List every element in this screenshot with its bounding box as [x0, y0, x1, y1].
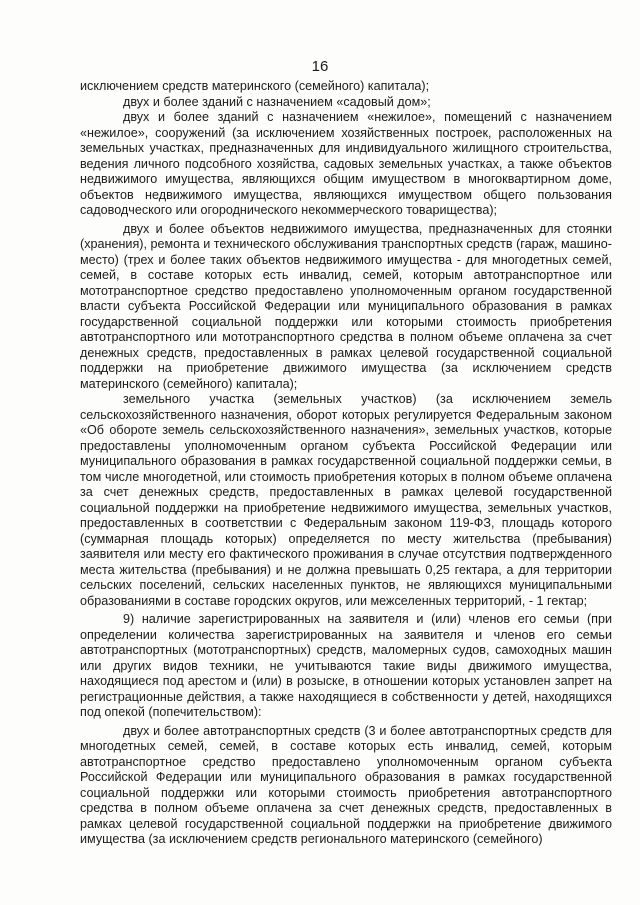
- paragraph-vehicles: двух и более автотранспортных средств (3 и более автотранспортных средств для многодетных семей, семей, в составе которых есть инвалид, семей, которым автотранспортное средство предоставлено уполномоченным органом субъекта Российской Федерации или муниципального образования в рамках государственной социальной поддержки или которыми стоимость приобретения автотранспортного средства в полном объеме оплачена за счет денежных средств, предоставленных в рамках целевой государственной социальной поддержки на приобретение движимого имущества (за исключением средств регионального материнского (семейного): [80, 723, 612, 846]
- paragraph-continuation: исключением средств материнского (семейного) капитала);: [80, 79, 430, 93]
- paragraph-parking-objects: двух и более объектов недвижимого имущества, предназначенных для стоянки (хранения), ремонта и технического обслуживания транспортных средств (гараж, машино-место) (трех и более таких объектов недвижимого имущества - для многодетных семей, семей, в составе которых есть инвалид, семей, которым автотранспортное или мототранспортное средство предоставлено уполномоченным органом государственной власти субъекта Российской Федерации или муниципального образования в рамках государственной социальной поддержки или которыми стоимость приобретения автотранспортного или мототранспортного средства в полном объеме оплачена за счет денежных средств, предоставленных в рамках целевой государственной социальной поддержки на приобретение движимого имущества (за исключением средств материнского (семейного) капитала);: [80, 221, 612, 391]
- document-body: [80, 79, 612, 848]
- paragraph-land-plots: земельного участка (земельных участков) (за исключением земель сельскохозяйственного назначения, оборот которых регулируется Федеральным законом «Об обороте земель сельскохозяйственного назначения», земельных участков, которые предоставлены уполномоченным органом субъекта Российской Федерации или муниципального образования в рамках государственной социальной поддержки семьи, в том числе многодетной, или стоимость приобретения которых в полном объеме оплачена за счет денежных средств, предоставленных в рамках целевой государственной социальной поддержки на приобретение недвижимого имущества, земельных участков, предоставленных в соответствии с Федеральным законом 119-ФЗ, площадь которого (суммарная площадь которых) определяется по месту жительства (пребывания) заявителя или месту его фактического проживания в случае отсутствия подтвержденного места жительства (пребывания) и не должна превышать 0,25 гектара, а для территории сельских поселений, сельских населенных пунктов, не являющихся муниципальными образованиями в составе городских округов, или межселенных территорий, - 1 гектар;: [80, 392, 612, 608]
- page-number: 16: [311, 58, 329, 75]
- paragraph-garden-houses: двух и более зданий с назначением «садовый дом»;: [123, 94, 431, 109]
- paragraph-nonresidential-buildings: двух и более зданий с назначением «нежилое», помещений с назначением «нежилое», сооружений (за исключением хозяйственных построек, расположенных на земельных участках, предназначенных для индивидуального жилищного строительства, ведения личного подсобного хозяйства, садовых земельных участках, а также объектов недвижимого имущества, являющихся общим имуществом в многоквартирном доме, объектов недвижимого имущества, являющихся имуществом общего пользования садоводческого или огороднического некоммерческого товарищества);: [80, 110, 612, 217]
- paragraph-item-9: 9) наличие зарегистрированных на заявителя и (или) членов его семьи (при определении количества зарегистрированных на заявителя и членов его семьи автотранспортных (мототранспортных) средств, маломерных судов, самоходных машин или других видов техники, не учитываются такие виды движимого имущества, находящиеся под арестом и (или) в розыске, в отношении которых установлен запрет на регистрационные действия, а также находящиеся в собственности у детей, находящихся под опекой (попечительством):: [80, 612, 612, 719]
